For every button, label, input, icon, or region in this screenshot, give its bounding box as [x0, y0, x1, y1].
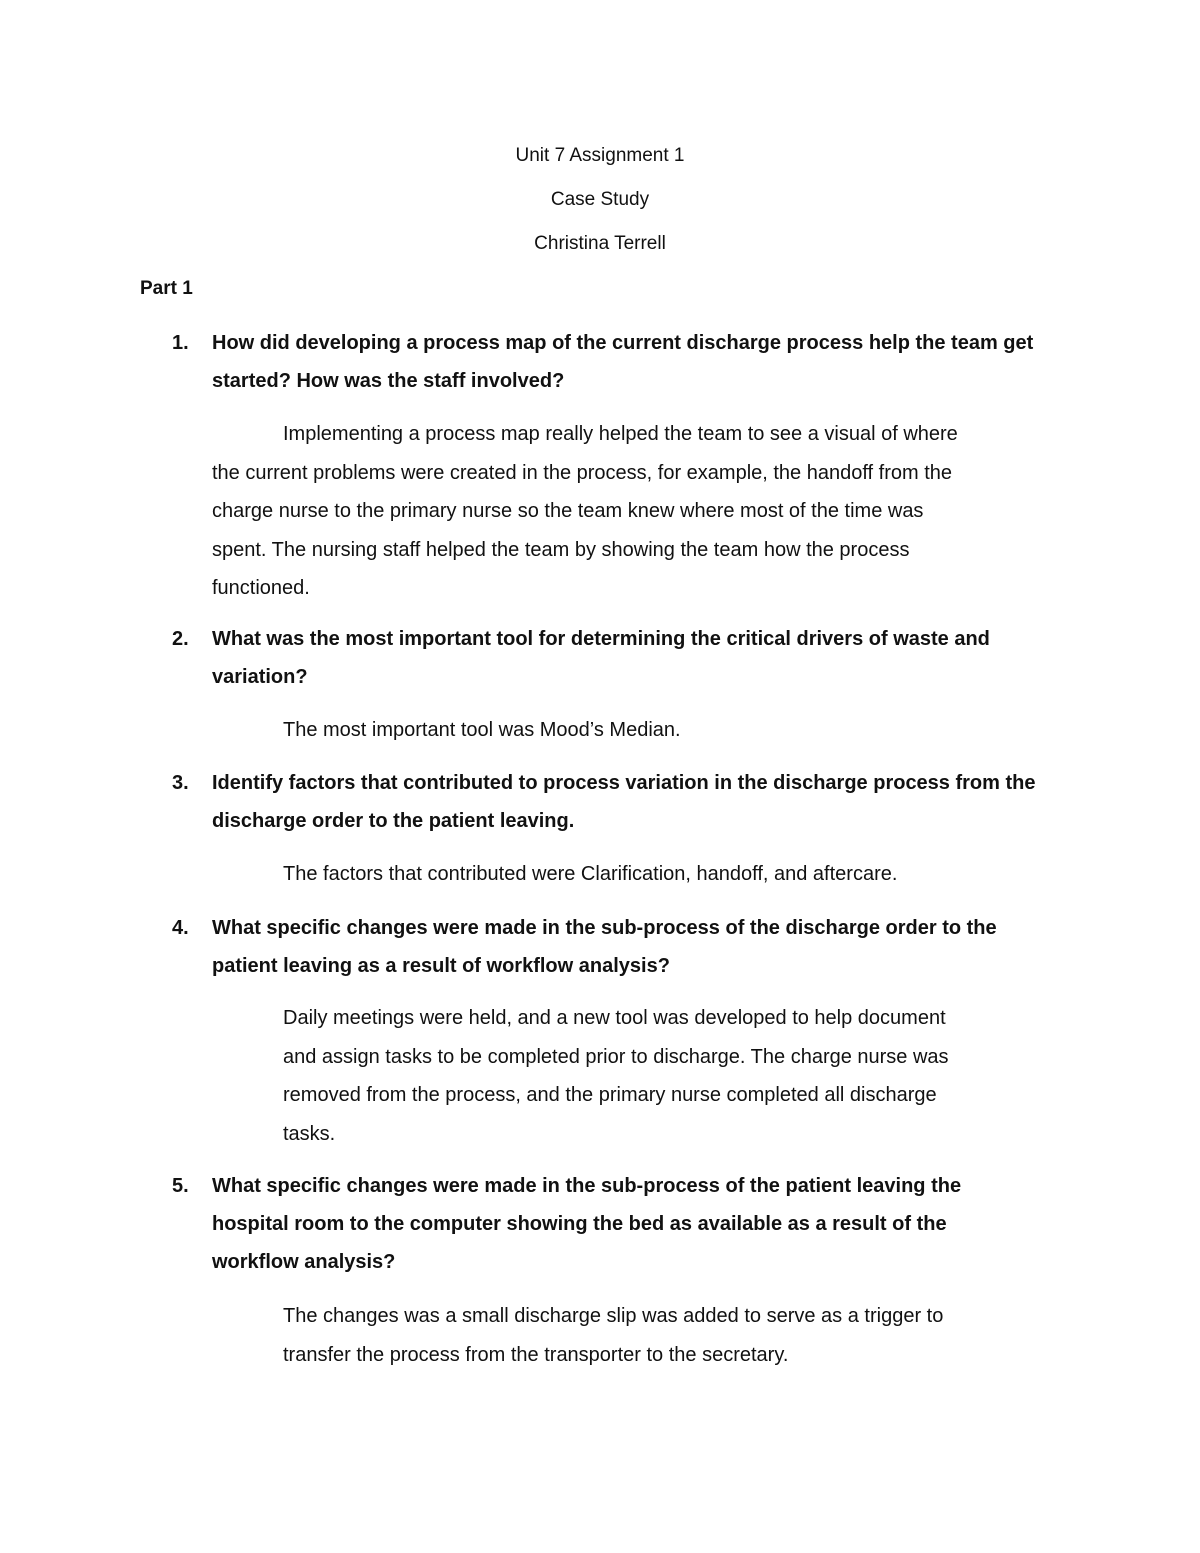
answer-line: and assign tasks to be completed prior to discharge. The charge nurse was: [283, 1045, 949, 1068]
answer-text: [283, 999, 949, 1153]
question-text: [212, 909, 997, 985]
question-number: 5.: [172, 1175, 189, 1197]
answer-line: functioned.: [212, 577, 310, 599]
answer-text: [283, 855, 897, 894]
question-line: How did developing a process map of the current discharge process help the team get: [212, 332, 1034, 354]
document-title: Unit 7 Assignment 1: [515, 145, 685, 166]
answer-text: [283, 1297, 943, 1374]
answer-line: the current problems were created in the process, for example, the handoff from the: [212, 461, 953, 484]
question-number: 2.: [172, 628, 189, 650]
question-number: 4.: [172, 917, 189, 939]
answer-line: removed from the process, and the primary nurse completed all discharge: [283, 1084, 937, 1106]
answer-line: Daily meetings were held, and a new tool was developed to help document: [283, 1007, 946, 1029]
question-line: What specific changes were made in the sub-process of the discharge order to the: [212, 917, 997, 939]
answer-line: The changes was a small discharge slip was added to serve as a trigger to: [283, 1305, 944, 1327]
question-number: 3.: [172, 772, 189, 794]
question-line: hospital room to the computer showing the bed as available as a result of the: [212, 1213, 947, 1235]
answer-line: transfer the process from the transporter to the secretary.: [283, 1343, 789, 1366]
answer-line: The most important tool was Mood’s Median.: [283, 719, 681, 741]
answer-text: [283, 711, 681, 750]
answer-line: tasks.: [283, 1122, 336, 1145]
question-line: What specific changes were made in the sub-process of the patient leaving the: [212, 1175, 962, 1197]
question-number: 1.: [172, 332, 189, 354]
document-subtitle: Case Study: [550, 189, 650, 210]
question-text: [212, 1167, 961, 1281]
answer-line: The factors that contributed were Clarification, handoff, and aftercare.: [283, 863, 898, 885]
answer-text: [212, 415, 958, 608]
question-line: patient leaving as a result of workflow analysis?: [212, 955, 670, 977]
answer-line: Implementing a process map really helped the team to see a visual of where: [283, 423, 958, 445]
question-text: [212, 764, 1036, 840]
question-line: variation?: [212, 666, 308, 688]
question-text: [212, 620, 990, 696]
question-text: [212, 324, 1033, 400]
answer-line: charge nurse to the primary nurse so the team knew where most of the time was: [212, 500, 924, 522]
question-line: What was the most important tool for determining the critical drivers of waste and: [212, 628, 990, 650]
question-line: workflow analysis?: [212, 1251, 396, 1273]
section-heading: Part 1: [140, 278, 193, 299]
question-line: discharge order to the patient leaving.: [212, 810, 575, 832]
answer-line: spent. The nursing staff helped the team by showing the team how the process: [212, 538, 910, 561]
document-author: Christina Terrell: [534, 233, 666, 254]
question-line: Identify factors that contributed to process variation in the discharge process from the: [212, 772, 1036, 794]
question-line: started? How was the staff involved?: [212, 370, 565, 392]
